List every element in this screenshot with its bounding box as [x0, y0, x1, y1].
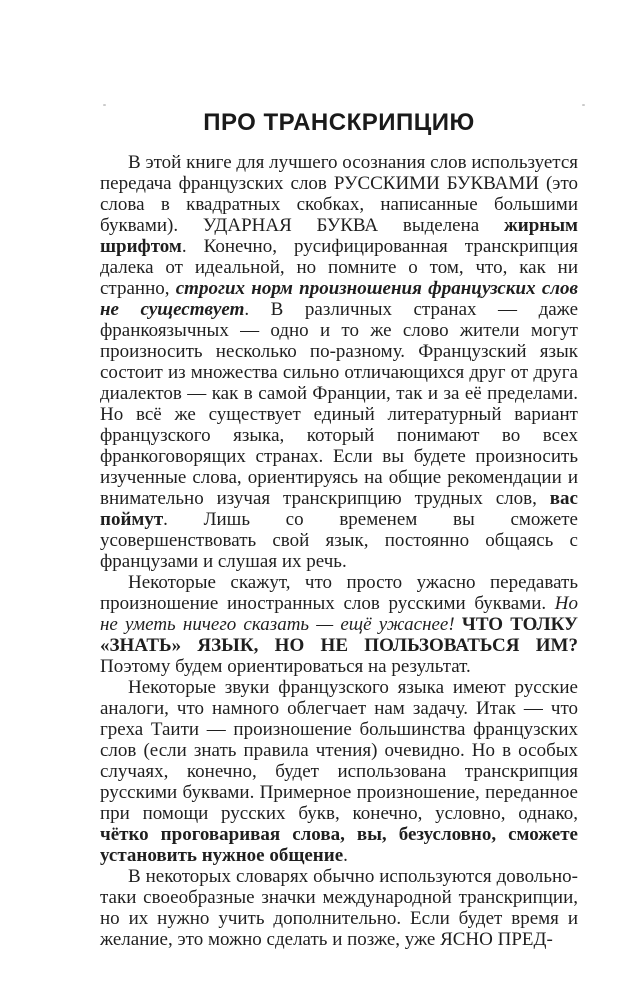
text-run: Некоторые скажут, что просто ужасно передавать произношение иностранных слов русскими буквами.	[100, 572, 578, 614]
page-title: ПРО ТРАНСКРИПЦИЮ	[203, 109, 475, 136]
text-run	[455, 614, 462, 635]
text-run: Некоторые звуки французского языка имеют русские аналоги, что намного облегчает нам задачу. Итак — что греха Таити — произношение большинства французских слов (если знать правила чтения) очевидно. Но в особых случаях, конечно, будет использована транскрипция русскими буквами. Примерное произношение, переданное при помощи русских букв, конечно, условно, однако,	[100, 677, 578, 824]
paragraph	[100, 152, 578, 572]
text-run: Но не уметь ничего сказать — ещё ужаснее!	[100, 593, 578, 635]
text-run: Поэтому будем ориентироваться на результат.	[100, 656, 471, 677]
paragraph	[100, 677, 578, 866]
scan-artifact-left	[103, 104, 106, 106]
page-content	[100, 110, 578, 950]
text-run: жирным шрифтом	[100, 215, 578, 257]
text-run: ЧТО ТОЛКУ «ЗНАТЬ» ЯЗЫК, НО НЕ ПОЛЬЗОВАТЬСЯ ИМ?	[100, 614, 579, 656]
text-run: строгих норм произношения французских слов не существует	[100, 278, 578, 320]
text-run: В некоторых словарях обычно используются довольно-таки своеобразные значки международной транскрипции, но их нужно учить дополнительно. Если будет время и желание, это можно сделать и позже, уже ЯСНО ПРЕД-	[100, 866, 578, 950]
text-run: . Конечно, русифицированная транскрипция далека от идеальной, но помните о том, что, как ни странно,	[100, 236, 578, 299]
text-run: В этой книге для лучшего осознания слов используется передача французских слов РУССКИМИ БУКВАМИ (это слова в квадратных скобках, написанные большими буквами). УДАРНАЯ БУКВА выделена	[100, 152, 578, 236]
paragraph	[100, 572, 578, 677]
text-run: вас поймут	[100, 488, 578, 530]
scan-artifact-right	[582, 104, 585, 106]
paragraphs-container	[100, 152, 578, 950]
text-run: чётко проговаривая слова, вы, безусловно, сможете установить нужное общение	[100, 824, 578, 866]
text-run: . В различных странах — даже франкоязычных — одно и то же слово жители могут произносить несколько по-разному. Французский язык состоит из множества сильно отличающихся друг от друга диалектов — как в самой Франции, так и за её пределами. Но всё же существует единый литературный вариант французского языка, который понимают во всех франкоговорящих странах. Если вы будете произносить изученные слова, ориентируясь на общие рекомендации и внимательно изучая транскрипцию трудных слов,	[100, 299, 578, 509]
text-run: .	[343, 845, 348, 866]
text-run: . Лишь со временем вы сможете усовершенствовать свой язык, постоянно общаясь с французами и слушая их речь.	[100, 509, 578, 572]
paragraph	[100, 866, 578, 950]
